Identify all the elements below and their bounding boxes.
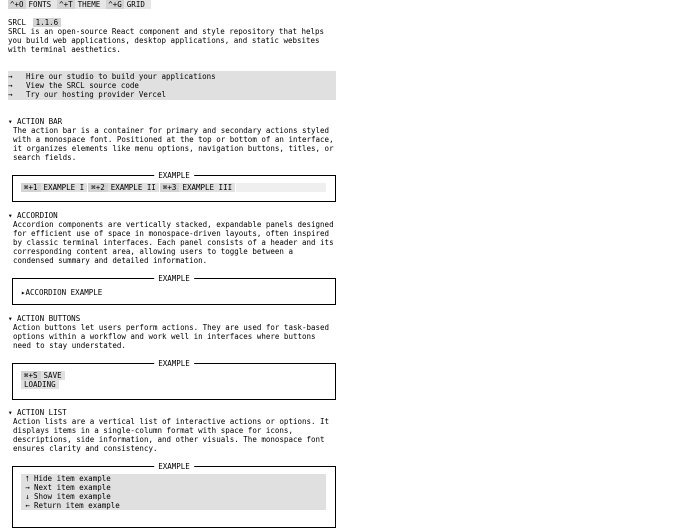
action-list <box>21 474 326 510</box>
example-box-accordion <box>12 274 336 305</box>
action-list-item-next[interactable] <box>21 483 326 492</box>
list-item-label: Hide item example <box>34 474 111 483</box>
example-label: EXAMPLE <box>154 171 194 180</box>
action-bar-button-example-2[interactable] <box>88 183 159 192</box>
arrow-right-icon: → <box>8 90 13 99</box>
example-box-action-list <box>12 462 336 528</box>
example-box-action-buttons <box>12 359 336 400</box>
triangle-down-icon: ▾ <box>8 117 13 126</box>
section-title: ACTION BAR <box>17 117 63 126</box>
grid-menu-label: GRID <box>126 0 145 9</box>
shortcut-key: ⌘+1 <box>21 183 41 192</box>
example-label: EXAMPLE <box>154 274 194 283</box>
section-description: Action lists are a vertical list of interactive actions or options. It displays items in a single-column format with space for icons, descriptions, side information, and other visuals. The monospace font ensures clarity and consistency. <box>13 417 330 453</box>
arrow-left-icon: ← <box>25 501 30 510</box>
version-badge: 1.1.6 <box>33 18 62 27</box>
list-item-label: Return item example <box>34 501 120 510</box>
action-list-item-return[interactable] <box>21 501 326 510</box>
action-label: EXAMPLE II <box>110 183 156 192</box>
section-title: ACTION BUTTONS <box>17 314 81 323</box>
section-description: Action buttons let users perform actions. They are used for task-based options within a workflow and work well in interfaces where buttons need to stay understated. <box>13 323 330 350</box>
example-box-action-bar <box>12 171 336 202</box>
action-bar-button-example-3[interactable] <box>160 183 235 192</box>
fonts-menu-button[interactable] <box>8 0 57 9</box>
section-description: Accordion components are vertically stacked, expandable panels designed for efficient use of space in monospace-driven layouts, often inspired by classic terminal interfaces. Each panel consists of a header and its corresponding content area, allowing users to toggle between a condensed summary and detailed information. <box>13 220 334 265</box>
intro-description: SRCL is an open-source React component and style repository that helps you build web applications, desktop applications, and static websites with terminal aesthetics. <box>8 27 325 54</box>
action-label: EXAMPLE I <box>43 183 85 192</box>
section-header-action-bar[interactable] <box>8 117 62 126</box>
grid-shortcut-key: ^+G <box>108 0 122 9</box>
theme-menu-button[interactable] <box>57 0 106 9</box>
section-header-action-buttons[interactable] <box>8 314 80 323</box>
section-title: ACTION LIST <box>17 408 67 417</box>
action-bar-button-example-1[interactable] <box>21 183 87 192</box>
loading-button[interactable] <box>21 380 65 389</box>
triangle-down-icon: ▾ <box>8 408 13 417</box>
theme-menu-label: THEME <box>77 0 101 9</box>
list-item-label: Next item example <box>34 483 111 492</box>
shortcut-key: ⌘+S <box>21 371 41 380</box>
link-hire-studio[interactable] <box>8 72 336 81</box>
triangle-down-icon: ▾ <box>8 314 13 323</box>
grid-menu-button[interactable] <box>106 0 151 9</box>
section-description: The action bar is a container for primary and secondary actions styled with a monospace font. Positioned at the top or bottom of an interface, it organizes elements like menu options, navigation buttons, titles, or search fields. <box>13 126 334 162</box>
action-bar-filler <box>236 183 326 192</box>
example-label: EXAMPLE <box>154 462 194 471</box>
action-buttons-group <box>21 371 65 389</box>
header <box>8 18 336 54</box>
fonts-shortcut-key: ^+O <box>10 0 24 9</box>
section-header-action-list[interactable] <box>8 408 67 417</box>
action-label: EXAMPLE III <box>182 183 233 192</box>
shortcut-key: ⌘+3 <box>160 183 180 192</box>
link-source-code[interactable] <box>8 81 336 90</box>
link-label: View the SRCL source code <box>26 81 139 90</box>
accordion-example-toggle[interactable]: ▸ACCORDION EXAMPLE <box>21 288 103 297</box>
section-header-accordion[interactable] <box>8 211 58 220</box>
link-list <box>8 71 336 100</box>
theme-shortcut-key: ^+T <box>59 0 73 9</box>
arrow-right-icon: → <box>8 72 13 81</box>
section-title: ACCORDION <box>17 211 58 220</box>
save-button-label: SAVE <box>41 371 65 380</box>
action-list-item-show[interactable] <box>21 492 326 501</box>
save-button[interactable] <box>21 371 65 380</box>
page-title: SRCL <box>8 18 27 27</box>
arrow-down-icon: ↓ <box>25 492 30 501</box>
shortcut-key: ⌘+2 <box>88 183 108 192</box>
example-label: EXAMPLE <box>154 359 194 368</box>
link-label: Try our hosting provider Vercel <box>26 90 166 99</box>
top-menu-bar <box>8 0 151 9</box>
link-label: Hire our studio to build your applications <box>26 72 216 81</box>
loading-button-label: LOADING <box>21 380 59 389</box>
arrow-right-icon: → <box>8 81 13 90</box>
fonts-menu-label: FONTS <box>28 0 52 9</box>
link-hosting-vercel[interactable] <box>8 90 336 99</box>
list-item-label: Show item example <box>34 492 111 501</box>
arrow-right-icon: → <box>25 483 30 492</box>
action-bar <box>21 183 326 192</box>
triangle-down-icon: ▾ <box>8 211 13 220</box>
arrow-up-icon: ⭡ <box>25 474 30 483</box>
action-list-item-hide[interactable] <box>21 474 326 483</box>
